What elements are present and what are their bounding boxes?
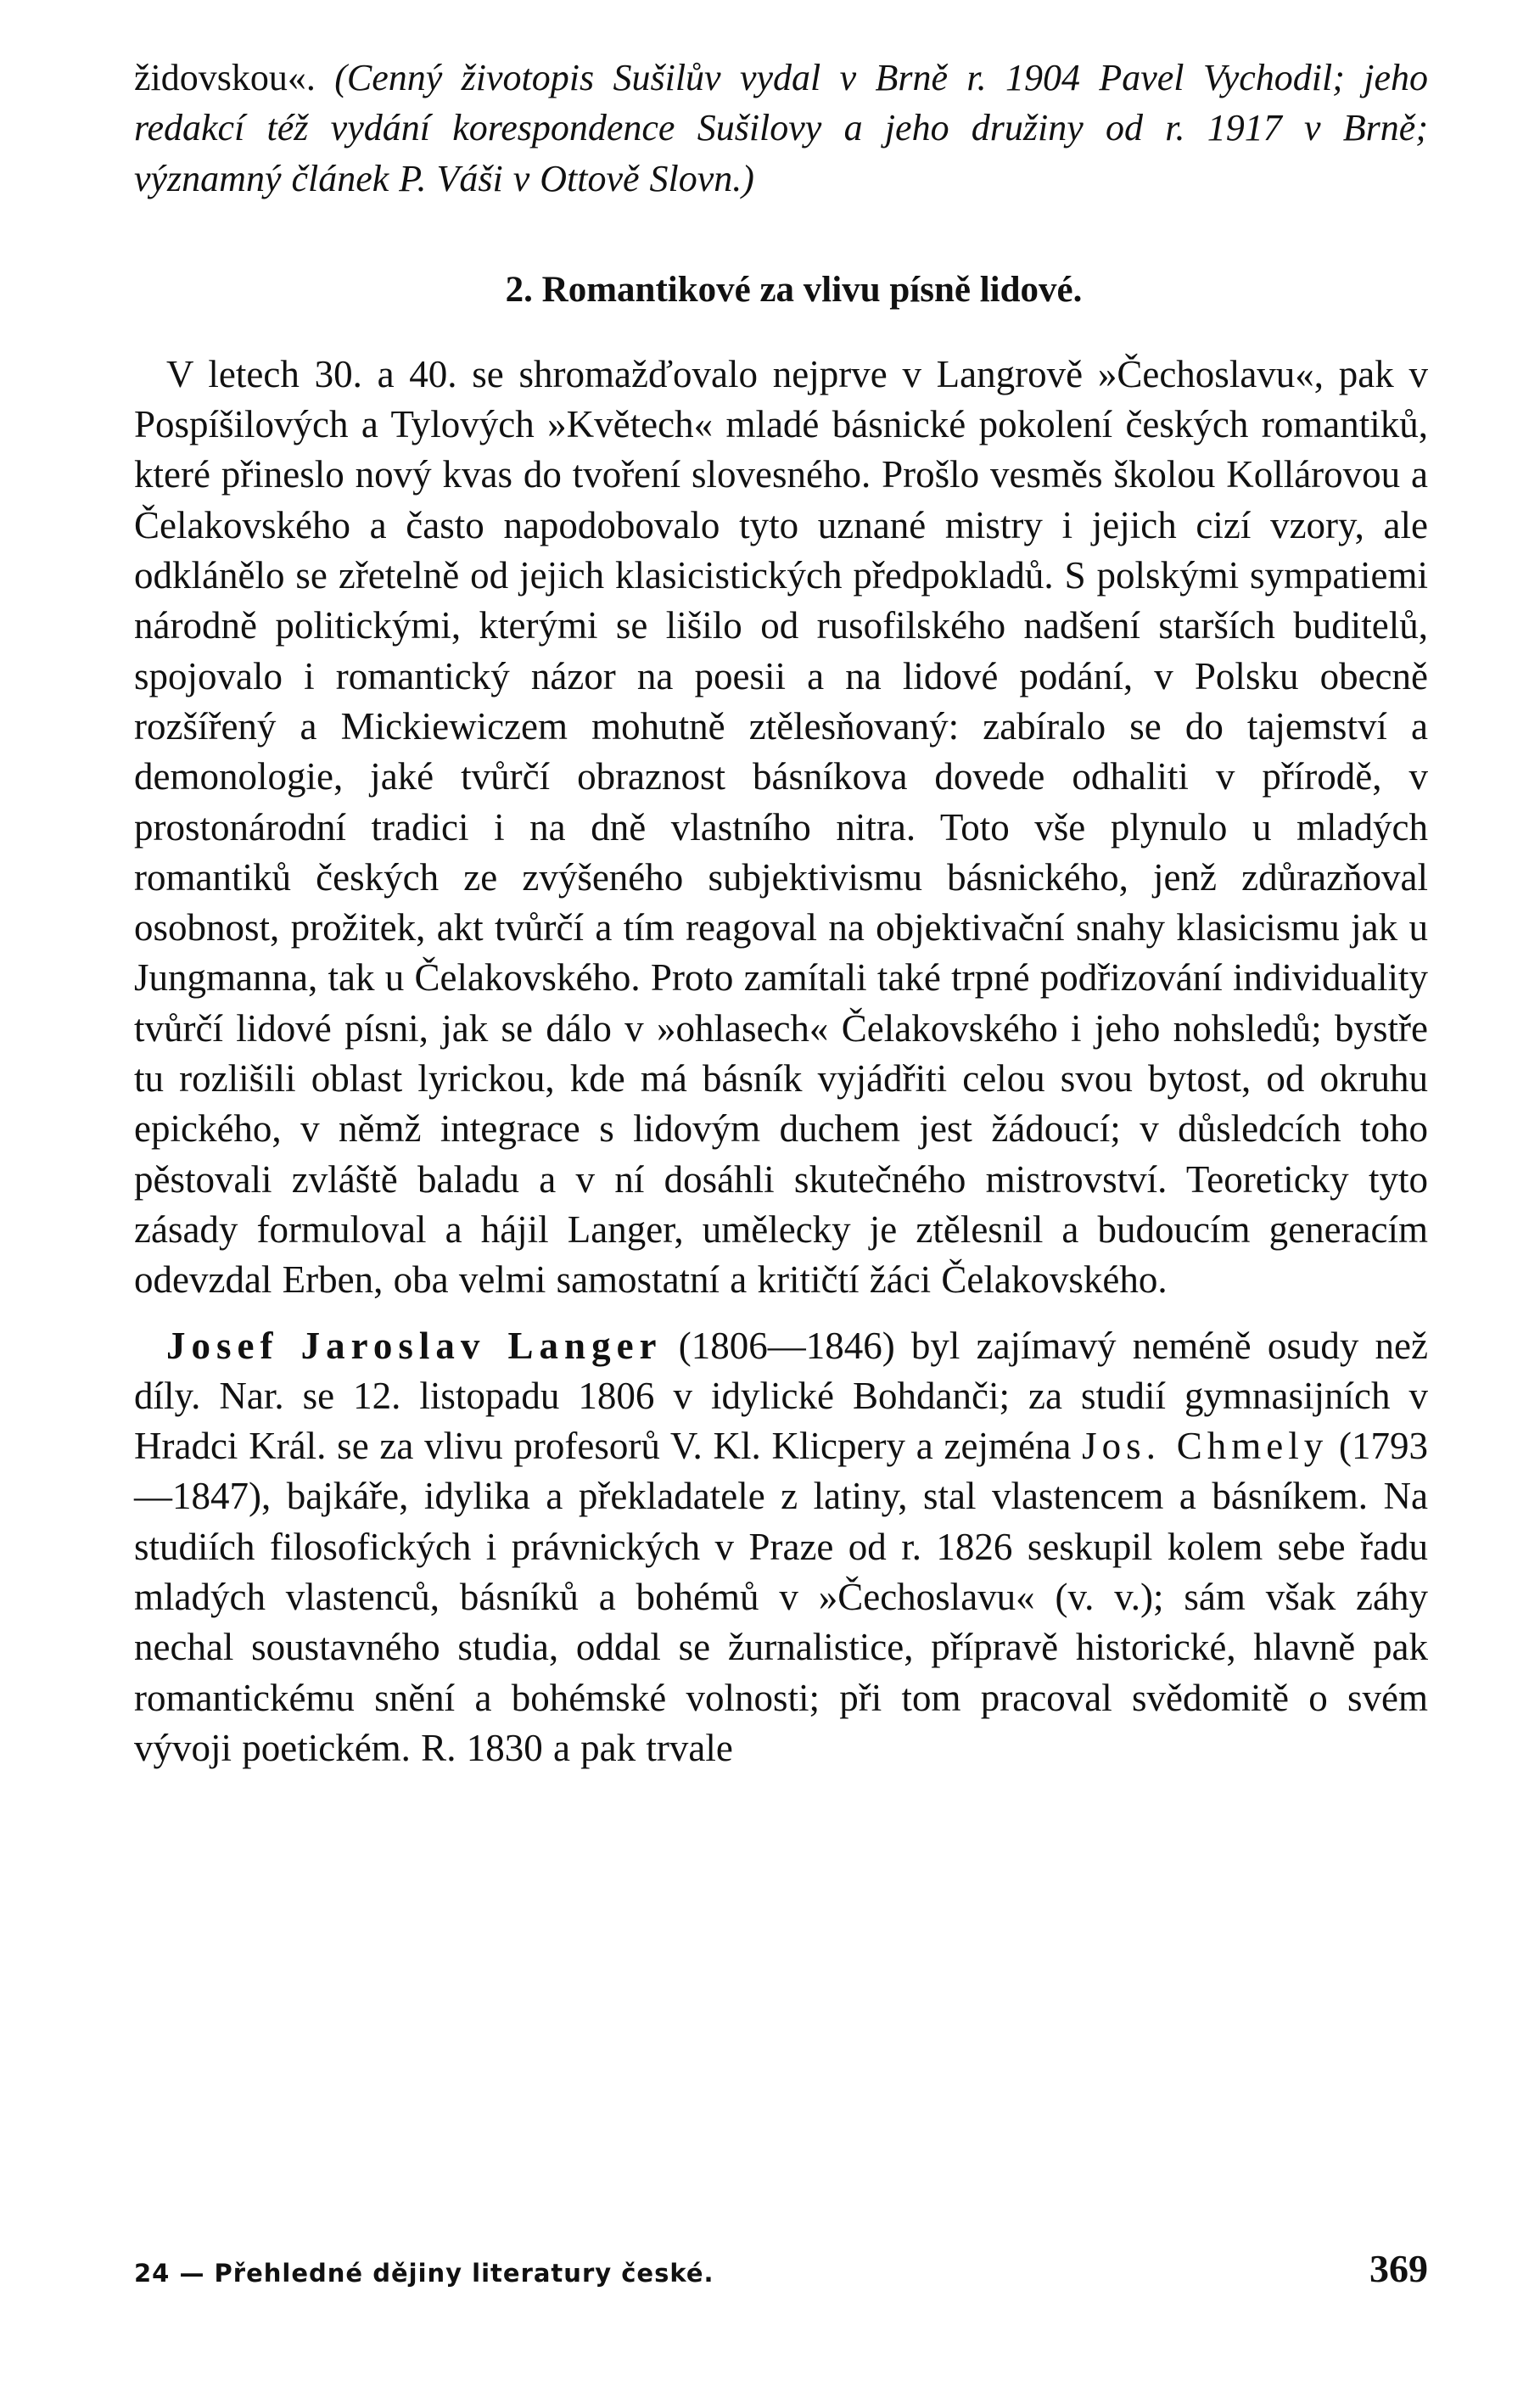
- page-footer: [134, 2240, 1428, 2291]
- person-name-langer: Josef Jaroslav Langer: [166, 1324, 663, 1367]
- person-name-chmela: Jos. Chmely: [1082, 1425, 1329, 1468]
- intro-part1: židovskou«.: [134, 57, 335, 98]
- footer-signature: 24 — Přehledné dějiny literatury české.: [134, 2259, 714, 2288]
- page-number: 369: [1369, 2247, 1428, 2290]
- paragraph-langer-text-b: (1793—1847), bajkáře, idylika a překladatele z latiny, stal vlastencem a básníkem. Na studiích filosofických i právnických v Praze od r. 1826 seskupil kolem sebe řadu mladých vlastenců, básníků a bohémů v »Čechoslavu« (v. v.); sám však záhy nechal soustavného studia, oddal se žurnalistice, přípravě historické, hlavně pak romantickému snění a bohémské volnosti; při tom pracoval svědomitě o svém vývoji poetickém. R. 1830 a pak trvale: [134, 1425, 1428, 1769]
- paragraph-romantics: V letech 30. a 40. se shromažďovalo nejprve v Langrově »Čechoslavu«, pak v Pospíšilových a Tylových »Květech« mladé básnické pokolení českých romantiků, které přineslo nový kvas do tvoření slovesného. Prošlo vesměs školou Kollárovou a Čelakovského a často napodobovalo tyto uznané mistry i jejich cizí vzory, ale odklánělo se zřetelně od jejich klasicistických předpokladů. S polskými sympatiemi národně politickými, kterými se lišilo od rusofilského nadšení starších buditelů, spojovalo i romantický názor na poesii a na lidové podání, v Polsku obecně rozšířený a Mickiewiczem mohutně ztělesňovaný: zabíralo se do tajemství a demonologie, jaké tvůrčí obraznost básníkova dovede odhaliti v přírodě, v prostonárodní tradici i na dně vlastního nitra. Toto vše plynulo u mladých romantiků českých ze zvýšeného subjektivismu básnického, jenž zdůrazňoval osobnost, prožitek, akt tvůrčí a tím reagoval na objektivační snahy klasicismu jak u Jungmanna, tak u Čelakovského. Proto zamítali také trpné podřizování individuality tvůrčí lidové písni, jak se dálo v »ohlasech« Čelakovského i jeho nohsledů; bystře tu rozlišili oblast lyrickou, kde má básník vyjádřiti celou svou bytost, od okruhu epického, v němž integrace s lidovým duchem jest žádoucí; v důsledcích toho pěstovali zvláště baladu a v ní dosáhli skutečného mistrovství. Teoreticky tyto zásady formuloval a hájil Langer, umělecky je ztělesnil a budoucím generacím odevzdal Erben, oba velmi samostatní a kritičtí žáci Čelakovského.: [134, 352, 1428, 1302]
- intro-part2: (Cenný životopis Sušilův vydal v Brně r. 1904 Pavel Vychodil; jeho redakcí též vydání korespondence Sušilovy a jeho družiny od r. 1917 v Brně; významný článek P. Váši v Ottově Slovn.): [134, 57, 1428, 199]
- page-body: [134, 53, 1428, 1773]
- paragraph-langer: [134, 1321, 1428, 1774]
- intro-paragraph: [134, 53, 1428, 204]
- paragraph-langer-text-a: (1806—1846) byl zajímavý neméně osudy než díly. Nar. se 12. listopadu 1806 v idylické Bohdanči; za studií gymnasijních v Hradci Král. se za vlivu profesorů V. Kl. Klicpery a zejména: [134, 1324, 1428, 1468]
- section-heading: 2. Romantikové za vlivu písně lidové.: [505, 269, 1083, 310]
